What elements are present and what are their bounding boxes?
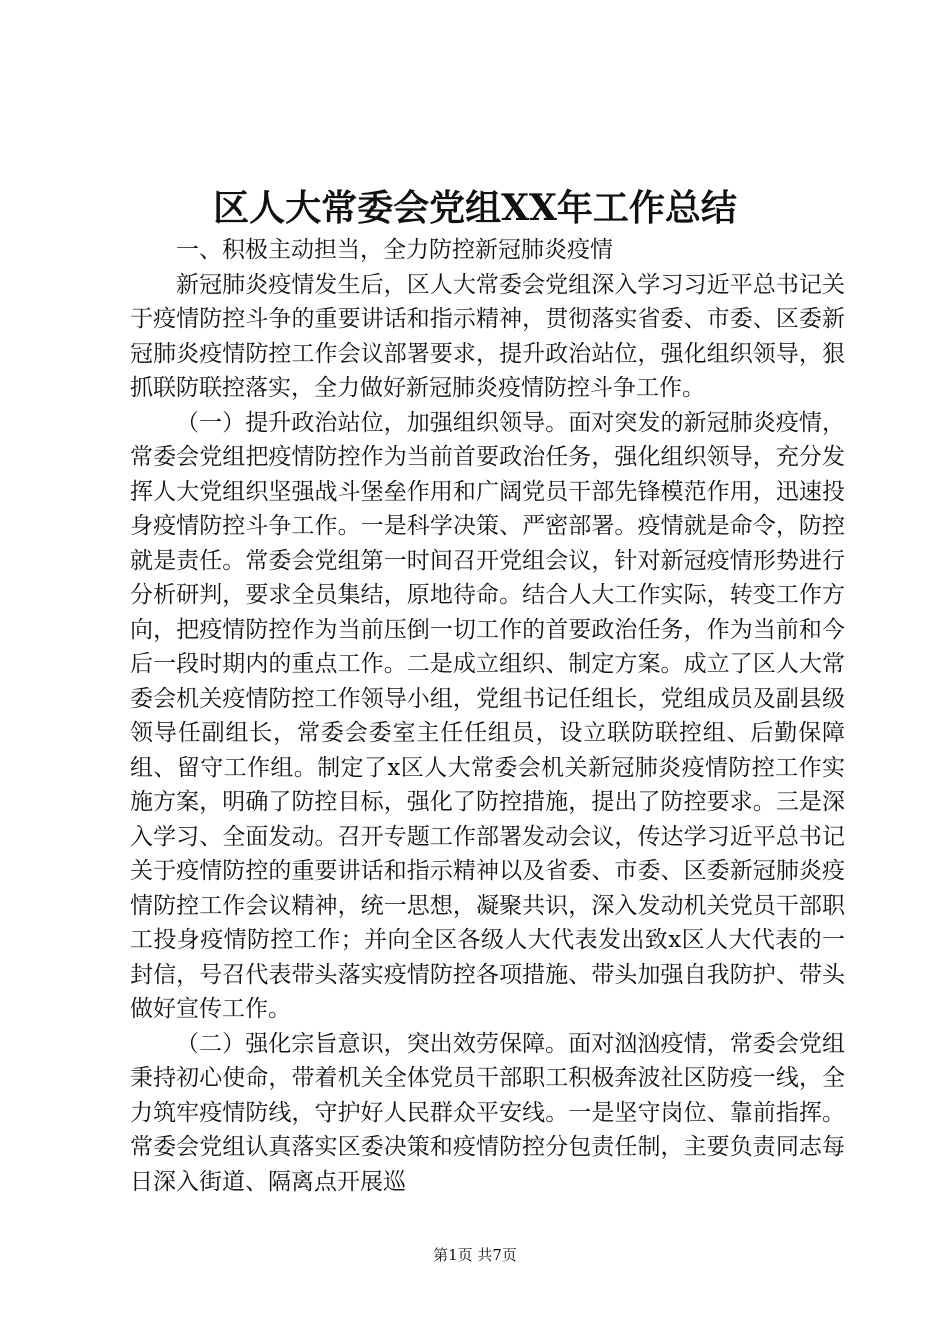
- page-indicator: 第1页 共7页: [433, 1246, 517, 1264]
- section-heading: 一、积极主动担当，全力防控新冠肺炎疫情: [176, 237, 613, 263]
- document-title: 区人大常委会党组XX年工作总结: [213, 187, 737, 229]
- paragraph-section-one: （一）提升政治站位，加强组织领导。面对突发的新冠肺炎疫情，常委会党组把疫情防控作为当前首要政治任务，强化组织领导，充分发挥人大党组织坚强战斗堡垒作用和广阔党员干部先锋模范作用，迅速投身疫情防控斗争工作。一是科学决策、严密部署。疫情就是命令，防控就是责任。常委会党组第一时间召开党组会议，针对新冠疫情形势进行分析研判，要求全员集结，原地待命。结合人大工作实际，转变工作方向，把疫情防控作为当前压倒一切工作的首要政治任务，作为当前和今后一段时期内的重点工作。二是成立组织、制定方案。成立了区人大常委会机关疫情防控工作领导小组，党组书记任组长，党组成员及副县级领导任副组长，常委会委室主任任组员，设立联防联控组、后勤保障组、留守工作组。制定了x区人大常委会机关新冠肺炎疫情防控工作实施方案，明确了防控目标，强化了防控措施，提出了防控要求。三是深入学习、全面发动。召开专题工作部署发动会议，传达学习近平总书记关于疫情防控的重要讲话和指示精神以及省委、市委、区委新冠肺炎疫情防控工作会议精神，统一思想，凝聚共识，深入发动机关党员干部职工投身疫情防控工作；并向全区各级人大代表发出致x区人大代表的一封信，号召代表带头落实疫情防控各项措施、带头加强自我防护、带头做好宣传工作。: [130, 409, 845, 1022]
- document-body: [130, 233, 845, 1199]
- paragraph-section-two: （二）强化宗旨意识，突出效劳保障。面对汹汹疫情，常委会党组秉持初心使命，带着机关全体党员干部职工积极奔波社区防疫一线，全力筑牢疫情防线，守护好人民群众平安线。一是坚守岗位、靠前指挥。常委会党组认真落实区委决策和疫情防控分包责任制，主要负责同志每日深入街道、隔离点开展巡: [130, 1030, 845, 1195]
- paragraph-intro: 新冠肺炎疫情发生后，区人大常委会党组深入学习习近平总书记关于疫情防控斗争的重要讲话和指示精神，贯彻落实省委、市委、区委新冠肺炎疫情防控工作会议部署要求，提升政治站位，强化组织领导，狠抓联防联控落实，全力做好新冠肺炎疫情防控斗争工作。: [130, 271, 845, 401]
